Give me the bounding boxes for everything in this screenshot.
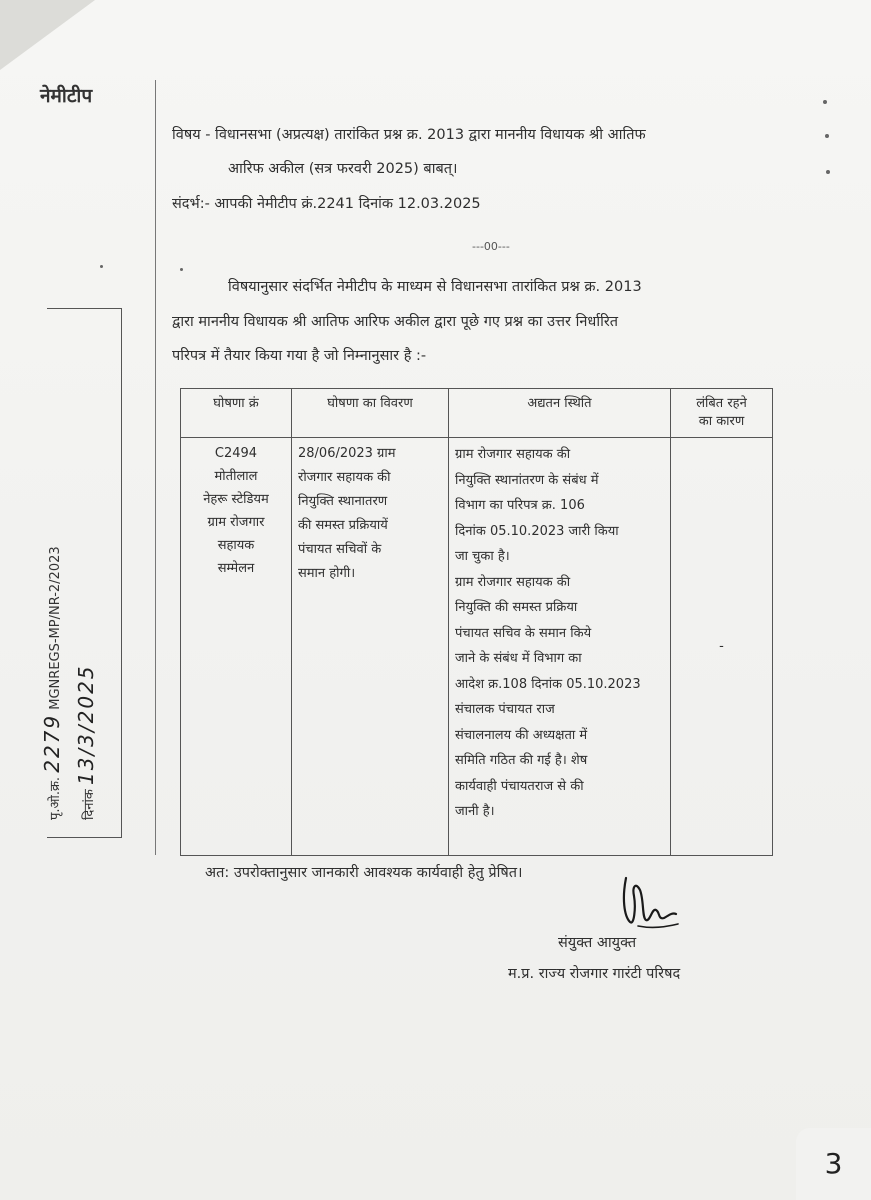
paper-speck bbox=[825, 134, 829, 138]
cell-line: पंचायत सचिव के समान किये bbox=[455, 625, 592, 641]
closing-line: अत: उपरोक्तानुसार जानकारी आवश्यक कार्यवाही हेतु प्रेषित। bbox=[205, 865, 523, 881]
cell-line: की समस्त प्रक्रियायें bbox=[298, 518, 388, 533]
paper-speck bbox=[826, 170, 830, 174]
cell-line: विभाग का परिपत्र क्र. 106 bbox=[455, 498, 585, 513]
cell-line: नेहरू स्टेडियम bbox=[203, 492, 269, 507]
paper-speck bbox=[180, 268, 183, 271]
signatory-title: संयुक्त आयुक्त bbox=[558, 935, 637, 951]
reference-line: संदर्भ:- आपकी नेमीटीप क्रं.2241 दिनांक 12.03.2025 bbox=[172, 196, 481, 212]
cell-line: कार्यवाही पंचायतराज से की bbox=[455, 778, 584, 794]
paper-speck bbox=[823, 100, 827, 104]
stamp-date-label: दिनांक bbox=[82, 789, 97, 820]
stamp-number: 2279 bbox=[40, 713, 64, 773]
cell-declaration-details bbox=[292, 438, 449, 856]
column-header-declaration-no: घोषणा क्रं bbox=[181, 389, 292, 438]
dispatch-stamp-text bbox=[40, 300, 98, 820]
stamp-date: 13/3/2025 bbox=[74, 664, 98, 786]
cell-line: रोजगार सहायक की bbox=[298, 470, 391, 485]
cell-line: समिति गठित की गई है। शेष bbox=[455, 753, 588, 768]
cell-line: जानी है। bbox=[455, 804, 495, 819]
cell-line: नियुक्ति स्थानातरण bbox=[298, 494, 388, 509]
stamp-code: MGNREGS-MP/NR-2/2023 bbox=[48, 546, 63, 710]
header-tab-label: नेमीटीप bbox=[40, 85, 93, 107]
cell-line: आदेश क्र.108 दिनांक 05.10.2023 bbox=[455, 676, 641, 692]
signature-mark bbox=[618, 868, 680, 934]
page-number-badge: 3 bbox=[796, 1128, 871, 1200]
body-line-3: परिपत्र में तैयार किया गया है जो निम्नानुसार है :- bbox=[172, 348, 427, 364]
subject-line-2: आरिफ अकील (सत्र फरवरी 2025) बाबत्। bbox=[228, 161, 458, 177]
cell-current-status bbox=[449, 438, 671, 856]
cell-line: 28/06/2023 ग्राम bbox=[298, 446, 396, 461]
column-header-current-status: अद्यतन स्थिति bbox=[449, 389, 671, 438]
separator: ---00--- bbox=[472, 240, 510, 253]
cell-line: दिनांक 05.10.2023 जारी किया bbox=[455, 523, 619, 539]
cell-line: मोतीलाल bbox=[214, 469, 258, 484]
cell-line: ग्राम रोजगार सहायक की bbox=[455, 447, 571, 462]
cell-line: नियुक्ति की समस्त प्रक्रिया bbox=[455, 600, 578, 615]
body-line-2: द्वारा माननीय विधायक श्री आतिफ आरिफ अकील द्वारा पूछे गए प्रश्न का उत्तर निर्धारित bbox=[172, 314, 619, 330]
table-row bbox=[181, 438, 773, 856]
column-header-pending-reason-line1: लंबित रहने bbox=[696, 396, 747, 411]
margin-rule bbox=[155, 80, 156, 855]
cell-line: ग्राम रोजगार bbox=[207, 515, 265, 530]
cell-pending-reason: - bbox=[671, 438, 773, 856]
cell-line: पंचायत सचिवों के bbox=[298, 542, 382, 557]
cell-declaration-no bbox=[181, 438, 292, 856]
cell-line: समान होगी। bbox=[298, 566, 356, 581]
cell-line: जा चुका है। bbox=[455, 549, 510, 564]
signatory-organization: म.प्र. राज्य रोजगार गारंटी परिषद bbox=[508, 966, 681, 982]
page-fold-corner bbox=[0, 0, 95, 70]
subject-line-1: विषय - विधानसभा (अप्रत्यक्ष) तारांकित प्रश्न क्र. 2013 द्वारा माननीय विधायक श्री आतिफ bbox=[172, 127, 646, 143]
cell-line: संचालक पंचायत राज bbox=[455, 702, 555, 717]
cell-line: नियुक्ति स्थानांतरण के संबंध में bbox=[455, 472, 599, 488]
paper-speck bbox=[100, 265, 103, 268]
column-header-declaration-details: घोषणा का विवरण bbox=[292, 389, 449, 438]
cell-line: सहायक bbox=[217, 538, 255, 553]
cell-line: सम्मेलन bbox=[217, 561, 255, 576]
table-header-row bbox=[181, 389, 773, 438]
stamp-number-label: पृ.ओ.क्र. bbox=[48, 776, 63, 820]
cell-line: C2494 bbox=[214, 446, 258, 461]
cell-line: जाने के संबंध में विभाग का bbox=[455, 651, 582, 666]
column-header-pending-reason bbox=[671, 389, 773, 438]
cell-line: ग्राम रोजगार सहायक की bbox=[455, 574, 571, 590]
cell-line: संचालनालय की अध्यक्षता में bbox=[455, 727, 588, 743]
declaration-table bbox=[180, 388, 773, 856]
column-header-pending-reason-line2: का कारण bbox=[698, 414, 745, 429]
body-line-1: विषयानुसार संदर्भित नेमीटीप के माध्यम से विधानसभा तारांकित प्रश्न क्र. 2013 bbox=[228, 279, 642, 295]
